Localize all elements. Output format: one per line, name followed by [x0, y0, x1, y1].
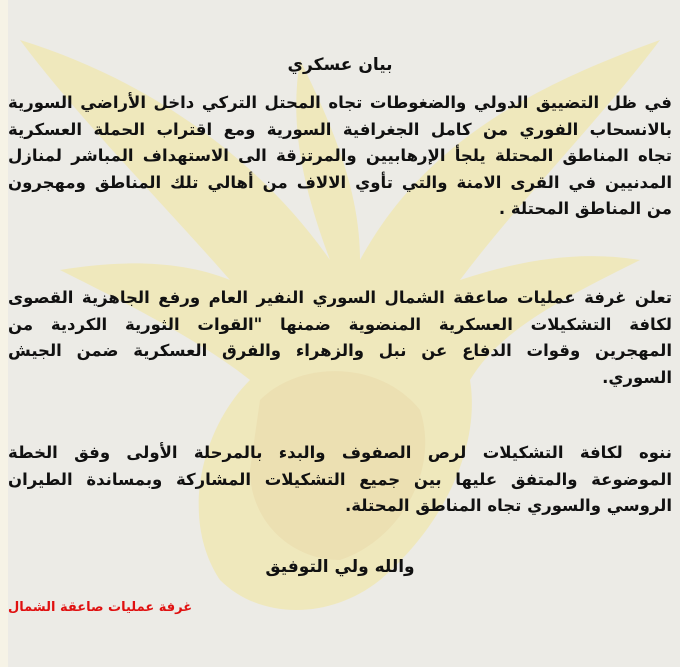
text-line: المدنيين في القرى الامنة والتي تأوي الالاف من أهالي تلك المناطق ومهجرون [8, 172, 672, 192]
text-line: لكافة التشكيلات العسكرية المنضوية ضمنها "القوات الثورية الكردية من [8, 314, 672, 334]
text-line: ننوه لكافة التشكيلات لرص الصفوف والبدء بالمرحلة الأولى وفق الخطة [8, 443, 672, 462]
signature: غرفة عمليات صاعقة الشمال [8, 600, 193, 615]
text-line: في ظل التضييق الدولي والضغوطات تجاه المحتل التركي داخل الأراضي السورية [8, 93, 672, 112]
paragraph-3 [8, 440, 672, 520]
text-line: تجاه المناطق المحتلة يلجأ الإرهابيين والمرتزقة الى الاستهداف المباشر لمنازل [8, 146, 672, 165]
text-line: المهجرين وقوات الدفاع عن نبل والزهراء والفرق العسكرية ضمن الجيش [8, 341, 672, 360]
text-line: بالانسحاب الفوري من كامل الجغرافية السورية ومع اقتراب الحملة العسكرية [8, 119, 672, 139]
text-line: الموضوعة والمتفق عليها بين جميع التشكيلات المشاركة وبمساندة الطيران [8, 469, 672, 489]
paragraph-1 [8, 90, 672, 223]
text-line: من المناطق المحتلة . [498, 199, 672, 218]
text-line: السوري. [602, 367, 672, 387]
paragraph-2 [8, 285, 672, 391]
page-edge [0, 0, 8, 667]
text-line: تعلن غرفة عمليات صاعقة الشمال السوري النفير العام ورفع الجاهزية القصوى [8, 288, 672, 307]
statement-title: بيان عسكري [287, 55, 393, 75]
closing-phrase: والله ولي التوفيق [265, 557, 415, 577]
text-line: الروسي والسوري تجاه المناطق المحتلة. [345, 496, 672, 515]
